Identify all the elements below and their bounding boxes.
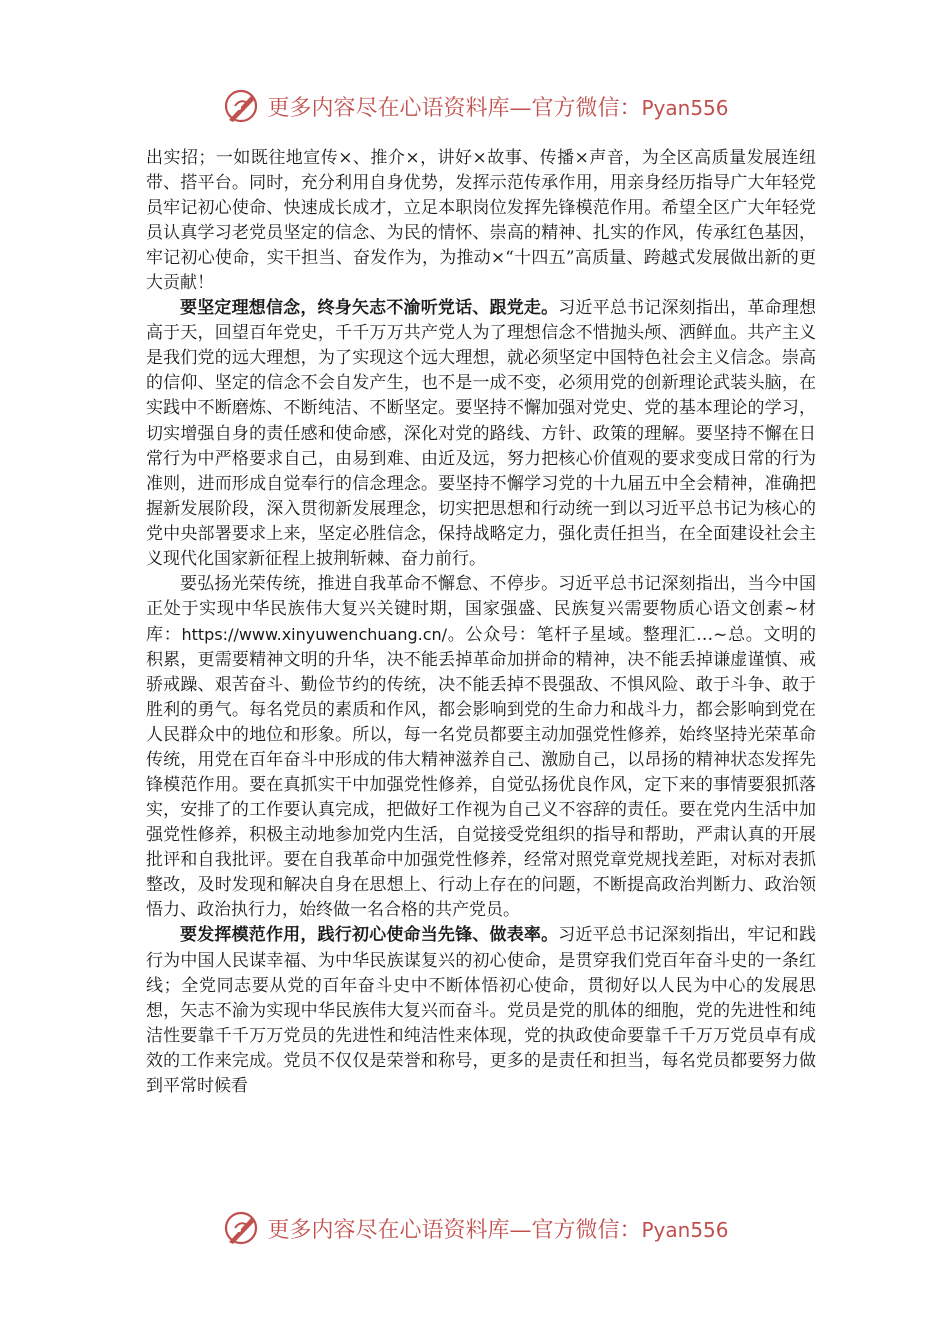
banner-contact-label: 官方微信： — [531, 95, 642, 121]
paragraph-3-lead: 要弘扬光荣传统，推进自我革命不懈怠、不停步。习近平总书记深刻指出，当今中国正处于实现中华民族伟大复兴关键时期，国家强盛、民族复兴需要物质心语文创素~材库： — [146, 573, 816, 645]
paragraph-2-body: 习近平总书记深刻指出，革命理想高于天，回望百年党史，千千万万共产党人为了理想信念不惜抛头颅、洒鲜血。共产主义是我们党的远大理想，为了实现这个远大理想，就必须坚定中国特色社会主义信念。崇高的信仰、坚定的信念不会自发产生，也不是一成不变，必须用党的创新理论武装头脑，在实践中不断磨炼、不断纯洁、不断坚定。要坚持不懈加强对党史、党的基本理论的学习，切实增强自身的责任感和使命感，深化对党的路线、方针、政策的理解。要坚持不懈在日常行为中严格要求自己，由易到难、由近及远，努力把核心价值观的要求变成日常的行为准则，进而形成自觉奉行的信念理念。要坚持不懈学习党的十九届五中全会精神，准确把握新发展阶段，深入贯彻新发展理念，切实把思想和行动统一到以习近平总书记为核心的党中央部署要求上来，坚定必胜信念，保持战略定力，强化责任担当，在全面建设社会主义现代化国家新征程上披荆斩棘、奋力前行。 — [146, 298, 817, 569]
paragraph-4-heading: 要发挥模范作用，践行初心使命当先锋、做表率。 — [180, 925, 559, 946]
banner-text — [267, 91, 728, 122]
banner-separator: — — [509, 1217, 532, 1243]
pen-logo-icon — [221, 86, 261, 126]
banner-site-text: 更多内容尽在心语资料库 — [267, 95, 510, 121]
pen-logo-icon — [221, 1208, 261, 1248]
paragraph-4-body: 习近平总书记深刻指出，牢记和践行为中国人民谋幸福、为中华民族谋复兴的初心使命，是贯穿我们党百年奋斗史的一条红线；全党同志要从党的百年奋斗史中不断体悟初心使命，贯彻好以人民为中心的发展思想，矢志不渝为实现中华民族伟大复兴而奋斗。党员是党的肌体的细胞，党的先进性和纯洁性要靠千千万万党员的先进性和纯洁性来体现，党的执政使命要靠千千万万党员卓有成效的工作来完成。党员不仅仅是荣誉和称号，更多的是责任和担当，每名党员都要努力做到平常时候看 — [146, 925, 817, 1096]
paragraph-2 — [146, 296, 816, 572]
document-body — [146, 146, 816, 1099]
banner-separator: — — [509, 95, 532, 121]
banner-contact-id: Pyan556 — [641, 1217, 729, 1242]
header-banner — [0, 84, 950, 128]
banner-contact-id: Pyan556 — [641, 95, 729, 120]
banner-site-text: 更多内容尽在心语资料库 — [267, 1217, 510, 1243]
paragraph-3 — [146, 572, 816, 924]
paragraph-3-url: https://www.xinyuwenchuang.cn/ — [181, 624, 448, 644]
banner-contact-label: 官方微信： — [531, 1217, 642, 1243]
footer-banner — [0, 1206, 950, 1250]
paragraph-4 — [146, 923, 816, 1098]
paragraph-2-heading: 要坚定理想信念，终身矢志不渝听党话、跟党走。 — [180, 298, 559, 319]
paragraph-3-rest: 。公众号：笔杆子星域。整理汇…~总。文明的积累，更需要精神文明的升华，决不能丢掉革命加拼命的精神，决不能丢掉谦虚谨慎、戒骄戒躁、艰苦奋斗、勤俭节约的传统，决不能丢掉不畏强敌、不惧风险、敢于斗争、敢于胜利的勇气。每名党员的素质和作风，都会影响到党的生命力和战斗力，都会影响到党在人民群众中的地位和形象。所以，每一名党员都要主动加强党性修养，始终坚持光荣革命传统，用党在百年奋斗中形成的伟大精神滋养自己、激励自己，以昂扬的精神状态发挥先锋模范作用。要在真抓实干中加强党性修养，自觉弘扬优良作风，定下来的事情要狠抓落实，安排了的工作要认真完成，把做好工作视为自己义不容辞的责任。要在党内生活中加强党性修养，积极主动地参加党内生活，自觉接受党组织的指导和帮助，严肃认真的开展批评和自我批评。要在自我革命中加强党性修养，经常对照党章党规找差距，对标对表抓整改，及时发现和解决自身在思想上、行动上存在的问题，不断提高政治判断力、政治领悟力、政治执行力，始终做一名合格的共产党员。 — [146, 624, 817, 921]
paragraph-1: 出实招；一如既往地宣传×、推介×，讲好×故事、传播×声音，为全区高质量发展连纽带、搭平台。同时，充分利用自身优势，发挥示范传承作用，用亲身经历指导广大年轻党员牢记初心使命、快速成长成才，立足本职岗位发挥先锋模范作用。希望全区广大年轻党员认真学习老党员坚定的信念、为民的情怀、崇高的精神、扎实的作风，传承红色基因，牢记初心使命，实干担当、奋发作为，为推动×“十四五”高质量、跨越式发展做出新的更大贡献！ — [146, 148, 816, 294]
banner-text — [267, 1213, 728, 1244]
